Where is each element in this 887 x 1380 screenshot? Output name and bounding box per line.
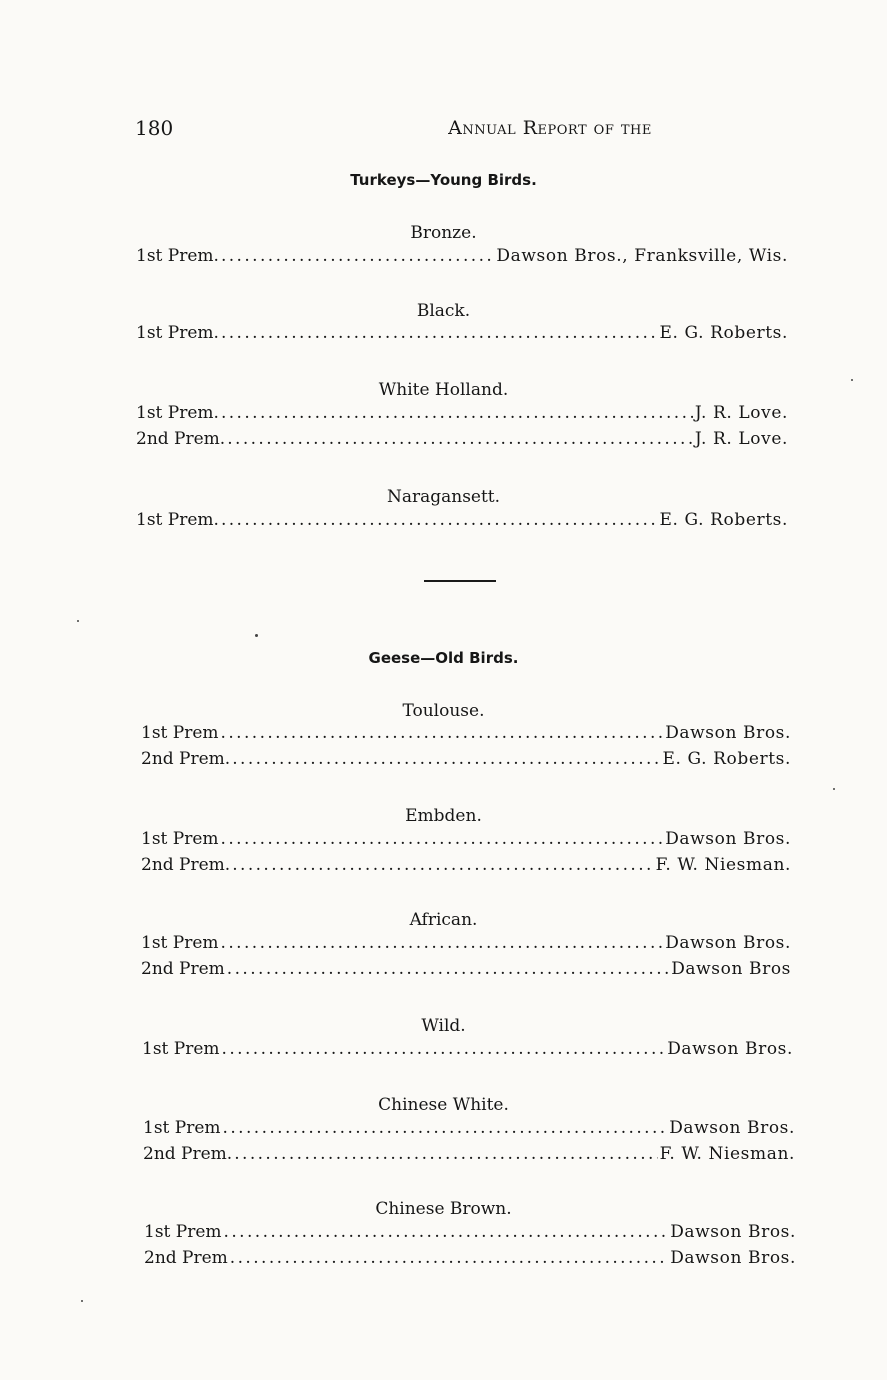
dot-leader [232,855,653,875]
premium-row [144,1222,796,1242]
winner-name: F. W. Niesman. [655,855,791,875]
premium-label: 2nd Prem. [143,1144,233,1164]
premium-row [136,403,788,423]
winner-name: Dawson Bros. [669,1118,795,1138]
premium-row [141,855,791,875]
premium-row [136,429,788,449]
premium-row [141,829,791,849]
winner-name: F. W. Niesman. [659,1144,795,1164]
dot-leader [221,403,693,423]
ink-speck [77,620,79,622]
dot-leader [221,933,664,953]
premium-label: 1st Prem [143,1118,221,1138]
variety-heading: Black. [416,301,471,321]
ink-speck [833,788,835,790]
variety-heading: Naragansett. [386,487,501,507]
variety-heading: Toulouse. [402,701,485,721]
premium-label: 1st Prem [144,1222,222,1242]
premium-row [142,1039,793,1059]
dot-leader [227,959,669,979]
dot-leader [221,510,658,530]
section-title-geese: Geese—Old Birds. [368,649,519,667]
winner-name: E. G. Roberts. [659,510,788,530]
winner-name: Dawson Bros [671,959,791,979]
premium-label: 1st Prem. [136,510,219,530]
winner-name: E. G. Roberts. [659,323,788,343]
premium-row [141,933,791,953]
variety-heading: White Holland. [378,380,509,400]
dot-leader [234,1144,657,1164]
premium-label: 2nd Prem. [141,749,231,769]
dot-leader [223,1118,668,1138]
premium-label: 2nd Prem [141,959,225,979]
winner-name: Dawson Bros. [667,1039,793,1059]
variety-heading: Chinese White. [378,1095,509,1115]
dot-leader [221,246,494,266]
dot-leader [222,1039,666,1059]
section-title-turkeys: Turkeys—Young Birds. [350,171,537,189]
running-head [135,116,795,142]
premium-label: 1st Prem. [136,403,219,423]
winner-name: J. R. Love. [694,429,788,449]
premium-row [141,749,791,769]
premium-row [136,323,788,343]
running-title: Annual Report of the [448,117,652,139]
premium-label: 2nd Prem. [136,429,226,449]
winner-name: Dawson Bros. [665,723,791,743]
premium-label: 1st Prem [141,829,219,849]
variety-heading: Wild. [421,1016,466,1036]
winner-name: Dawson Bros. [670,1248,796,1268]
premium-row [141,723,791,743]
variety-heading: Chinese Brown. [375,1199,512,1219]
premium-row [144,1248,796,1268]
ink-speck [255,634,258,637]
winner-name: Dawson Bros., Franksville, Wis. [496,246,788,266]
premium-row [141,959,791,979]
winner-name: Dawson Bros. [665,829,791,849]
variety-heading: African. [409,910,478,930]
premium-label: 1st Prem. [136,323,219,343]
premium-label: 1st Prem [142,1039,220,1059]
dot-leader [221,323,658,343]
dot-leader [232,749,660,769]
premium-label: 2nd Prem. [141,855,231,875]
premium-row [143,1144,795,1164]
variety-heading: Bronze. [410,223,477,243]
winner-name: Dawson Bros. [670,1222,796,1242]
premium-label: 1st Prem [141,933,219,953]
premium-label: 1st Prem [141,723,219,743]
page-number: 180 [135,116,174,140]
winner-name: E. G. Roberts. [662,749,791,769]
section-divider [424,580,496,582]
winner-name: J. R. Love. [694,403,788,423]
ink-speck [851,379,853,381]
premium-label: 1st Prem. [136,246,219,266]
premium-row [143,1118,795,1138]
variety-heading: Embden. [405,806,482,826]
dot-leader [221,829,664,849]
winner-name: Dawson Bros. [665,933,791,953]
ink-speck [81,1300,83,1302]
premium-row [136,246,788,266]
dot-leader [221,723,664,743]
dot-leader [224,1222,669,1242]
dot-leader [227,429,693,449]
dot-leader [230,1248,668,1268]
premium-row [136,510,788,530]
premium-label: 2nd Prem [144,1248,228,1268]
